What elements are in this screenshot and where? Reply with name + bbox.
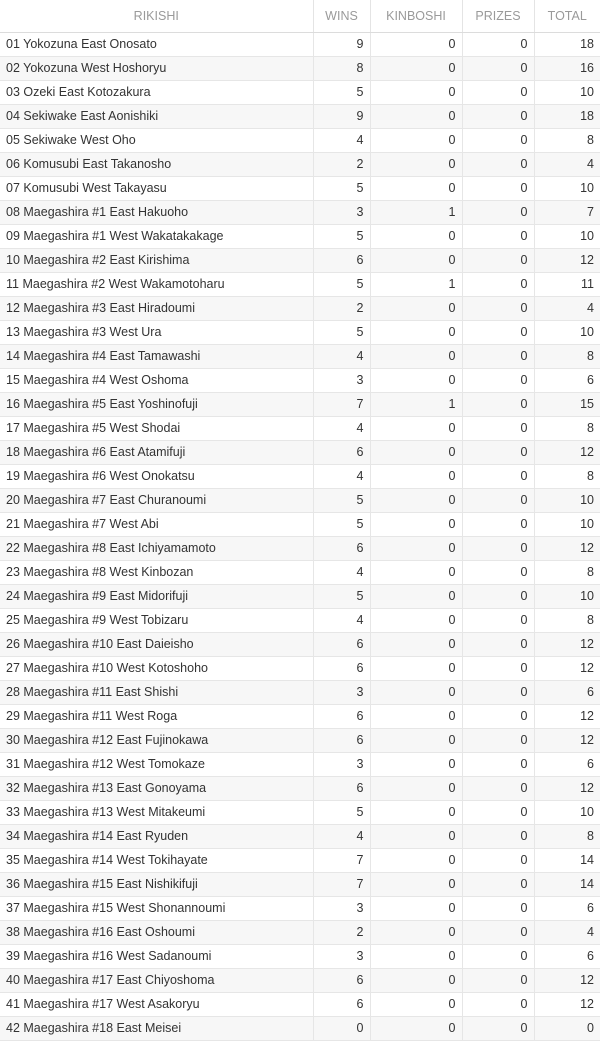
prizes-cell: 0 bbox=[462, 944, 534, 968]
total-cell: 4 bbox=[534, 920, 600, 944]
table-row[interactable] bbox=[0, 248, 600, 272]
table-row[interactable] bbox=[0, 104, 600, 128]
rikishi-cell: 29 Maegashira #11 West Roga bbox=[0, 704, 313, 728]
wins-cell: 3 bbox=[313, 200, 370, 224]
prizes-cell: 0 bbox=[462, 728, 534, 752]
prizes-cell: 0 bbox=[462, 584, 534, 608]
wins-cell: 2 bbox=[313, 296, 370, 320]
table-row[interactable] bbox=[0, 32, 600, 56]
wins-cell: 6 bbox=[313, 992, 370, 1016]
total-cell: 8 bbox=[534, 608, 600, 632]
prizes-cell: 0 bbox=[462, 824, 534, 848]
prizes-cell: 0 bbox=[462, 872, 534, 896]
prizes-cell: 0 bbox=[462, 968, 534, 992]
prizes-cell: 0 bbox=[462, 224, 534, 248]
total-cell: 14 bbox=[534, 872, 600, 896]
table-row[interactable] bbox=[0, 128, 600, 152]
kinboshi-cell: 0 bbox=[370, 704, 462, 728]
prizes-cell: 0 bbox=[462, 200, 534, 224]
rikishi-cell: 33 Maegashira #13 West Mitakeumi bbox=[0, 800, 313, 824]
rikishi-cell: 11 Maegashira #2 West Wakamotoharu bbox=[0, 272, 313, 296]
wins-cell: 6 bbox=[313, 776, 370, 800]
rikishi-cell: 23 Maegashira #8 West Kinbozan bbox=[0, 560, 313, 584]
table-row[interactable] bbox=[0, 728, 600, 752]
wins-cell: 6 bbox=[313, 728, 370, 752]
table-row[interactable] bbox=[0, 1016, 600, 1040]
kinboshi-cell: 0 bbox=[370, 104, 462, 128]
table-row[interactable] bbox=[0, 848, 600, 872]
table-row[interactable] bbox=[0, 464, 600, 488]
kinboshi-cell: 0 bbox=[370, 368, 462, 392]
table-row[interactable] bbox=[0, 416, 600, 440]
total-cell: 12 bbox=[534, 440, 600, 464]
rikishi-cell: 25 Maegashira #9 West Tobizaru bbox=[0, 608, 313, 632]
total-cell: 15 bbox=[534, 392, 600, 416]
kinboshi-cell: 1 bbox=[370, 272, 462, 296]
wins-cell: 4 bbox=[313, 824, 370, 848]
prizes-cell: 0 bbox=[462, 800, 534, 824]
wins-cell: 5 bbox=[313, 224, 370, 248]
kinboshi-cell: 1 bbox=[370, 200, 462, 224]
rikishi-cell: 14 Maegashira #4 East Tamawashi bbox=[0, 344, 313, 368]
table-row[interactable] bbox=[0, 872, 600, 896]
prizes-cell: 0 bbox=[462, 1016, 534, 1040]
total-cell: 12 bbox=[534, 632, 600, 656]
table-row[interactable] bbox=[0, 56, 600, 80]
prizes-cell: 0 bbox=[462, 512, 534, 536]
table-row[interactable] bbox=[0, 992, 600, 1016]
kinboshi-cell: 0 bbox=[370, 440, 462, 464]
wins-cell: 7 bbox=[313, 848, 370, 872]
kinboshi-cell: 0 bbox=[370, 152, 462, 176]
kinboshi-cell: 0 bbox=[370, 680, 462, 704]
kinboshi-cell: 0 bbox=[370, 56, 462, 80]
column-header-total[interactable]: TOTAL bbox=[534, 0, 600, 32]
wins-cell: 5 bbox=[313, 584, 370, 608]
wins-cell: 5 bbox=[313, 80, 370, 104]
wins-cell: 3 bbox=[313, 368, 370, 392]
rikishi-cell: 31 Maegashira #12 West Tomokaze bbox=[0, 752, 313, 776]
total-cell: 10 bbox=[534, 488, 600, 512]
wins-cell: 4 bbox=[313, 464, 370, 488]
wins-cell: 7 bbox=[313, 392, 370, 416]
rikishi-cell: 21 Maegashira #7 West Abi bbox=[0, 512, 313, 536]
rikishi-cell: 32 Maegashira #13 East Gonoyama bbox=[0, 776, 313, 800]
rikishi-cell: 24 Maegashira #9 East Midorifuji bbox=[0, 584, 313, 608]
wins-cell: 7 bbox=[313, 872, 370, 896]
wins-cell: 2 bbox=[313, 920, 370, 944]
total-cell: 14 bbox=[534, 848, 600, 872]
kinboshi-cell: 0 bbox=[370, 416, 462, 440]
prizes-cell: 0 bbox=[462, 80, 534, 104]
prizes-cell: 0 bbox=[462, 104, 534, 128]
kinboshi-cell: 0 bbox=[370, 224, 462, 248]
rikishi-cell: 37 Maegashira #15 West Shonannoumi bbox=[0, 896, 313, 920]
total-cell: 6 bbox=[534, 680, 600, 704]
total-cell: 4 bbox=[534, 296, 600, 320]
rikishi-cell: 42 Maegashira #18 East Meisei bbox=[0, 1016, 313, 1040]
kinboshi-cell: 0 bbox=[370, 896, 462, 920]
kinboshi-cell: 0 bbox=[370, 344, 462, 368]
prizes-cell: 0 bbox=[462, 368, 534, 392]
header-row bbox=[0, 0, 600, 32]
wins-cell: 6 bbox=[313, 656, 370, 680]
table-row[interactable] bbox=[0, 224, 600, 248]
table-row[interactable] bbox=[0, 512, 600, 536]
column-header-wins[interactable]: WINS bbox=[313, 0, 370, 32]
rikishi-cell: 16 Maegashira #5 East Yoshinofuji bbox=[0, 392, 313, 416]
rikishi-cell: 30 Maegashira #12 East Fujinokawa bbox=[0, 728, 313, 752]
prizes-cell: 0 bbox=[462, 320, 534, 344]
total-cell: 12 bbox=[534, 248, 600, 272]
kinboshi-cell: 0 bbox=[370, 248, 462, 272]
prizes-cell: 0 bbox=[462, 752, 534, 776]
kinboshi-cell: 0 bbox=[370, 968, 462, 992]
wins-cell: 9 bbox=[313, 32, 370, 56]
kinboshi-cell: 0 bbox=[370, 800, 462, 824]
wins-cell: 3 bbox=[313, 752, 370, 776]
prizes-cell: 0 bbox=[462, 680, 534, 704]
prizes-cell: 0 bbox=[462, 776, 534, 800]
kinboshi-cell: 0 bbox=[370, 584, 462, 608]
table-header bbox=[0, 0, 600, 32]
wins-cell: 5 bbox=[313, 512, 370, 536]
table-row[interactable] bbox=[0, 800, 600, 824]
rikishi-cell: 07 Komusubi West Takayasu bbox=[0, 176, 313, 200]
rikishi-cell: 10 Maegashira #2 East Kirishima bbox=[0, 248, 313, 272]
rikishi-cell: 03 Ozeki East Kotozakura bbox=[0, 80, 313, 104]
wins-cell: 5 bbox=[313, 488, 370, 512]
table-row[interactable] bbox=[0, 176, 600, 200]
prizes-cell: 0 bbox=[462, 416, 534, 440]
kinboshi-cell: 0 bbox=[370, 776, 462, 800]
wins-cell: 6 bbox=[313, 440, 370, 464]
prizes-cell: 0 bbox=[462, 536, 534, 560]
prizes-cell: 0 bbox=[462, 608, 534, 632]
rikishi-cell: 35 Maegashira #14 West Tokihayate bbox=[0, 848, 313, 872]
wins-cell: 4 bbox=[313, 344, 370, 368]
rikishi-cell: 40 Maegashira #17 East Chiyoshoma bbox=[0, 968, 313, 992]
wins-cell: 6 bbox=[313, 704, 370, 728]
wins-cell: 4 bbox=[313, 416, 370, 440]
wins-cell: 3 bbox=[313, 896, 370, 920]
table-row[interactable] bbox=[0, 896, 600, 920]
table-row[interactable] bbox=[0, 584, 600, 608]
rikishi-cell: 27 Maegashira #10 West Kotoshoho bbox=[0, 656, 313, 680]
rikishi-cell: 34 Maegashira #14 East Ryuden bbox=[0, 824, 313, 848]
wins-cell: 9 bbox=[313, 104, 370, 128]
prizes-cell: 0 bbox=[462, 560, 534, 584]
total-cell: 8 bbox=[534, 416, 600, 440]
total-cell: 16 bbox=[534, 56, 600, 80]
total-cell: 10 bbox=[534, 320, 600, 344]
table-row[interactable] bbox=[0, 392, 600, 416]
kinboshi-cell: 0 bbox=[370, 176, 462, 200]
table-row[interactable] bbox=[0, 536, 600, 560]
table-row[interactable] bbox=[0, 752, 600, 776]
total-cell: 10 bbox=[534, 80, 600, 104]
total-cell: 12 bbox=[534, 656, 600, 680]
table-row[interactable] bbox=[0, 608, 600, 632]
prizes-cell: 0 bbox=[462, 632, 534, 656]
column-header-rikishi[interactable]: RIKISHI bbox=[0, 0, 313, 32]
prizes-cell: 0 bbox=[462, 656, 534, 680]
kinboshi-cell: 0 bbox=[370, 656, 462, 680]
prizes-cell: 0 bbox=[462, 896, 534, 920]
total-cell: 8 bbox=[534, 464, 600, 488]
total-cell: 10 bbox=[534, 584, 600, 608]
total-cell: 7 bbox=[534, 200, 600, 224]
total-cell: 12 bbox=[534, 776, 600, 800]
prizes-cell: 0 bbox=[462, 272, 534, 296]
kinboshi-cell: 0 bbox=[370, 128, 462, 152]
rikishi-cell: 18 Maegashira #6 East Atamifuji bbox=[0, 440, 313, 464]
prizes-cell: 0 bbox=[462, 56, 534, 80]
total-cell: 8 bbox=[534, 344, 600, 368]
prizes-cell: 0 bbox=[462, 32, 534, 56]
rikishi-cell: 04 Sekiwake East Aonishiki bbox=[0, 104, 313, 128]
kinboshi-cell: 1 bbox=[370, 392, 462, 416]
kinboshi-cell: 0 bbox=[370, 608, 462, 632]
kinboshi-cell: 0 bbox=[370, 536, 462, 560]
table-row[interactable] bbox=[0, 920, 600, 944]
prizes-cell: 0 bbox=[462, 848, 534, 872]
prizes-cell: 0 bbox=[462, 464, 534, 488]
table-row[interactable] bbox=[0, 632, 600, 656]
total-cell: 4 bbox=[534, 152, 600, 176]
rikishi-cell: 19 Maegashira #6 West Onokatsu bbox=[0, 464, 313, 488]
table-row[interactable] bbox=[0, 320, 600, 344]
total-cell: 6 bbox=[534, 944, 600, 968]
total-cell: 10 bbox=[534, 512, 600, 536]
kinboshi-cell: 0 bbox=[370, 32, 462, 56]
kinboshi-cell: 0 bbox=[370, 824, 462, 848]
rikishi-cell: 06 Komusubi East Takanosho bbox=[0, 152, 313, 176]
wins-cell: 5 bbox=[313, 320, 370, 344]
total-cell: 11 bbox=[534, 272, 600, 296]
total-cell: 12 bbox=[534, 536, 600, 560]
wins-cell: 5 bbox=[313, 176, 370, 200]
rikishi-cell: 08 Maegashira #1 East Hakuoho bbox=[0, 200, 313, 224]
column-header-kinboshi[interactable]: KINBOSHI bbox=[370, 0, 462, 32]
rikishi-cell: 36 Maegashira #15 East Nishikifuji bbox=[0, 872, 313, 896]
wins-cell: 6 bbox=[313, 968, 370, 992]
total-cell: 18 bbox=[534, 32, 600, 56]
wins-cell: 5 bbox=[313, 272, 370, 296]
table-row[interactable] bbox=[0, 704, 600, 728]
total-cell: 6 bbox=[534, 896, 600, 920]
wins-cell: 3 bbox=[313, 944, 370, 968]
kinboshi-cell: 0 bbox=[370, 464, 462, 488]
rikishi-cell: 39 Maegashira #16 West Sadanoumi bbox=[0, 944, 313, 968]
table-row[interactable] bbox=[0, 656, 600, 680]
prizes-cell: 0 bbox=[462, 344, 534, 368]
table-row[interactable] bbox=[0, 944, 600, 968]
rikishi-cell: 38 Maegashira #16 East Oshoumi bbox=[0, 920, 313, 944]
wins-cell: 6 bbox=[313, 536, 370, 560]
total-cell: 6 bbox=[534, 752, 600, 776]
kinboshi-cell: 0 bbox=[370, 848, 462, 872]
prizes-cell: 0 bbox=[462, 920, 534, 944]
table-row[interactable] bbox=[0, 680, 600, 704]
kinboshi-cell: 0 bbox=[370, 80, 462, 104]
total-cell: 10 bbox=[534, 224, 600, 248]
column-header-prizes[interactable]: PRIZES bbox=[462, 0, 534, 32]
wins-cell: 5 bbox=[313, 800, 370, 824]
kinboshi-cell: 0 bbox=[370, 512, 462, 536]
table-row[interactable] bbox=[0, 824, 600, 848]
wins-cell: 0 bbox=[313, 1016, 370, 1040]
wins-cell: 4 bbox=[313, 560, 370, 584]
prizes-cell: 0 bbox=[462, 152, 534, 176]
wins-cell: 2 bbox=[313, 152, 370, 176]
prizes-cell: 0 bbox=[462, 128, 534, 152]
table-row[interactable] bbox=[0, 80, 600, 104]
prizes-cell: 0 bbox=[462, 176, 534, 200]
total-cell: 10 bbox=[534, 176, 600, 200]
kinboshi-cell: 0 bbox=[370, 560, 462, 584]
rikishi-cell: 22 Maegashira #8 East Ichiyamamoto bbox=[0, 536, 313, 560]
total-cell: 8 bbox=[534, 560, 600, 584]
total-cell: 10 bbox=[534, 800, 600, 824]
total-cell: 8 bbox=[534, 128, 600, 152]
kinboshi-cell: 0 bbox=[370, 752, 462, 776]
table-row[interactable] bbox=[0, 152, 600, 176]
total-cell: 18 bbox=[534, 104, 600, 128]
wins-cell: 4 bbox=[313, 608, 370, 632]
rikishi-cell: 20 Maegashira #7 East Churanoumi bbox=[0, 488, 313, 512]
wins-cell: 8 bbox=[313, 56, 370, 80]
table-row[interactable] bbox=[0, 272, 600, 296]
table-body bbox=[0, 32, 600, 1040]
table-row[interactable] bbox=[0, 488, 600, 512]
wins-cell: 6 bbox=[313, 632, 370, 656]
prizes-cell: 0 bbox=[462, 704, 534, 728]
total-cell: 8 bbox=[534, 824, 600, 848]
prizes-cell: 0 bbox=[462, 248, 534, 272]
rikishi-cell: 15 Maegashira #4 West Oshoma bbox=[0, 368, 313, 392]
total-cell: 0 bbox=[534, 1016, 600, 1040]
kinboshi-cell: 0 bbox=[370, 320, 462, 344]
total-cell: 12 bbox=[534, 704, 600, 728]
table-row[interactable] bbox=[0, 776, 600, 800]
kinboshi-cell: 0 bbox=[370, 992, 462, 1016]
total-cell: 12 bbox=[534, 728, 600, 752]
rikishi-cell: 17 Maegashira #5 West Shodai bbox=[0, 416, 313, 440]
prizes-cell: 0 bbox=[462, 296, 534, 320]
rikishi-cell: 41 Maegashira #17 West Asakoryu bbox=[0, 992, 313, 1016]
prizes-cell: 0 bbox=[462, 488, 534, 512]
total-cell: 6 bbox=[534, 368, 600, 392]
wins-cell: 6 bbox=[313, 248, 370, 272]
kinboshi-cell: 0 bbox=[370, 632, 462, 656]
prizes-cell: 0 bbox=[462, 992, 534, 1016]
total-cell: 12 bbox=[534, 968, 600, 992]
table-row[interactable] bbox=[0, 440, 600, 464]
prizes-cell: 0 bbox=[462, 440, 534, 464]
kinboshi-cell: 0 bbox=[370, 920, 462, 944]
table-row[interactable] bbox=[0, 344, 600, 368]
wins-cell: 3 bbox=[313, 680, 370, 704]
rikishi-cell: 05 Sekiwake West Oho bbox=[0, 128, 313, 152]
rikishi-cell: 13 Maegashira #3 West Ura bbox=[0, 320, 313, 344]
total-cell: 12 bbox=[534, 992, 600, 1016]
wins-cell: 4 bbox=[313, 128, 370, 152]
rikishi-cell: 01 Yokozuna East Onosato bbox=[0, 32, 313, 56]
kinboshi-cell: 0 bbox=[370, 296, 462, 320]
prizes-cell: 0 bbox=[462, 392, 534, 416]
rikishi-cell: 12 Maegashira #3 East Hiradoumi bbox=[0, 296, 313, 320]
table-row[interactable] bbox=[0, 200, 600, 224]
rikishi-cell: 09 Maegashira #1 West Wakatakakage bbox=[0, 224, 313, 248]
kinboshi-cell: 0 bbox=[370, 1016, 462, 1040]
kinboshi-cell: 0 bbox=[370, 728, 462, 752]
table-row[interactable] bbox=[0, 368, 600, 392]
table-row[interactable] bbox=[0, 560, 600, 584]
kinboshi-cell: 0 bbox=[370, 488, 462, 512]
rikishi-cell: 28 Maegashira #11 East Shishi bbox=[0, 680, 313, 704]
table-row[interactable] bbox=[0, 968, 600, 992]
table-row[interactable] bbox=[0, 296, 600, 320]
rikishi-cell: 02 Yokozuna West Hoshoryu bbox=[0, 56, 313, 80]
kinboshi-cell: 0 bbox=[370, 944, 462, 968]
kinboshi-cell: 0 bbox=[370, 872, 462, 896]
rikishi-cell: 26 Maegashira #10 East Daieisho bbox=[0, 632, 313, 656]
